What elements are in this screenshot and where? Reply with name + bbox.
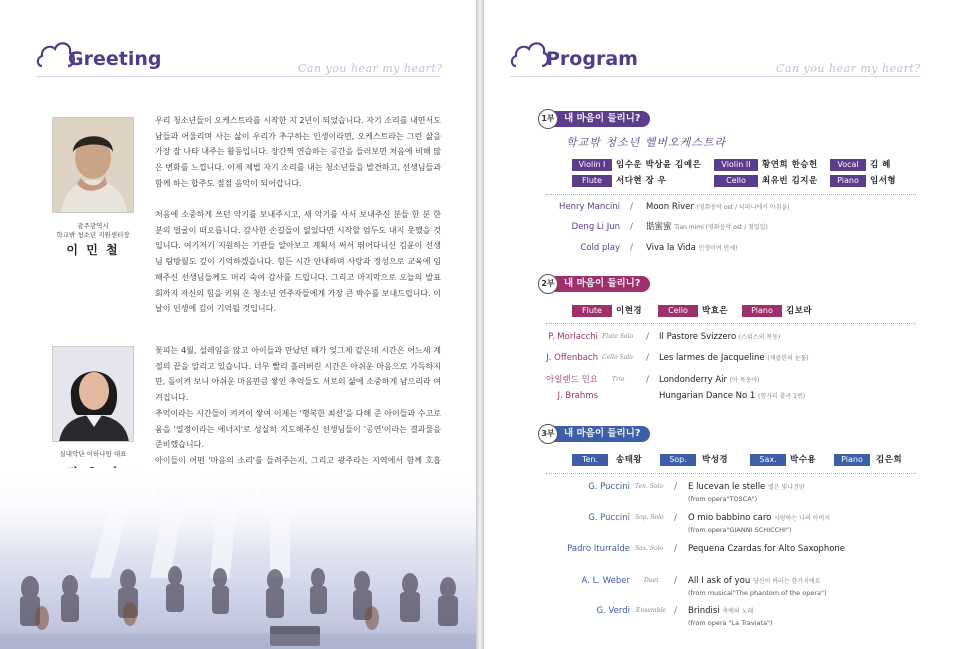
greeting-paragraph: 우리 청소년들이 오케스트라를 시작한 지 2년이 되었습니다. 자기 소리를 내면서도 남들과 어울리며 사는 삶이 우리가 추구하는 인생이라면, 오케스트라는 그런 삶을 가장 잘 나타 내주는 활동입니다. 장간찍 연습하는 공간을 들러보면 처음에 비해 많은 변화를 느낍니다. 이제 제법 자기 소리를 내는 청소년들을 발견하고, 선생님들과 함께 하는 합주도 점점 음악이 되어갑니다. — [155, 116, 441, 188]
greeting-paragraph: 아이들이 어떤 '마음의 소리'를 들려주는지, 그리고 광주라는 지역에서 함께 호흡 — [155, 456, 441, 465]
tagline: Can you hear my heart? — [776, 62, 921, 75]
instrument-tag: Violin I — [572, 159, 612, 171]
composer: Deng Li Jun — [571, 222, 620, 232]
slash: / — [674, 606, 678, 616]
ensemble-name: 학교밖 청소년 헬버오케스트라 — [566, 136, 727, 149]
piece-name: Moon River — [646, 202, 694, 212]
instrument-tag: Cello — [658, 305, 698, 317]
greeting-paragraph: 추억이라는 시간들이 켜켜이 쌓여 이제는 '행복한 최선'을 다해 준 아이들과 수고로움을 '열정이라는 에너지'로 성실히 지도해주신 선생님들이 '공연'이라는 결과물을 준비했습니다. — [155, 409, 441, 450]
dotted-divider — [546, 194, 916, 195]
slash: / — [674, 544, 678, 554]
piece-source: (from opera"TOSCA") — [688, 495, 758, 503]
performer-names: 최유빈 김지운 — [762, 176, 818, 186]
dotted-divider — [546, 323, 916, 324]
dotted-divider — [546, 473, 916, 474]
piece-name: E lucevan le stelle — [688, 482, 766, 492]
part-number: 3부 — [538, 424, 558, 444]
performer-names: 김은희 — [876, 455, 903, 465]
composer: G. Verdi — [596, 606, 630, 616]
piece-subtitle: (재클린의 눈물) — [767, 355, 809, 362]
piece-name: All I ask of you — [688, 576, 751, 586]
piece-title — [688, 575, 821, 588]
slash: / — [674, 513, 678, 523]
piece-name: 甛蜜蜜 — [646, 222, 672, 232]
program-page — [484, 0, 960, 649]
performer-role: Sax. Solo — [635, 545, 664, 552]
performer-role: Trio — [612, 376, 625, 383]
piece-subtitle: (영화음악 ost / 티파니에서 아침을) — [696, 204, 790, 211]
slash: / — [646, 375, 650, 385]
slash: / — [646, 332, 650, 342]
slash: / — [630, 202, 634, 212]
piece-subtitle: (아 목동아) — [729, 377, 760, 384]
part-1-badge — [538, 110, 658, 128]
part-2-badge — [538, 275, 658, 293]
instrument-tag: Vocal — [830, 159, 866, 171]
instrument-tag: Piano — [834, 454, 870, 466]
performer-names: 임수운 박상윤 김예은 — [616, 160, 702, 170]
instrument-tag: Sop. — [660, 454, 696, 466]
slash: / — [674, 576, 678, 586]
part-3-badge — [538, 425, 658, 443]
instrument-tag: Piano — [742, 305, 782, 317]
part-label: 내 마음이 들리니? — [550, 426, 650, 442]
piece-subtitle: 별은 빛나건만 — [768, 484, 805, 491]
piece-name: Londonderry Air — [659, 375, 728, 385]
greeting-paragraph: 처음에 소중하게 쓰던 악기를 보내주시고, 새 악기를 사서 보내주신 분들 한 분 한 분의 얼굴이 떠오릅니다. 감사한 손길들이 없었다면 시작할 엄두도 내지 못했을 것입니다. 여기저기 지원하는 기관들 알아보고 계획서 써서 뛰어다니신 김윤이 선생님 탐방월도 깊이 기억하겠습니다. 힘든 시간 안내하며 사랑과 정성으로 교육에 임해주신 선생님들께도 머리 숙여 감사를 드립니다. 그리고 마지막으로 오늘의 발표회까지 자신의 힘을 키워 온 청소년 연주자들에게 가장 큰 박수를 보내드립니다. 이 날이 인생에 깊이 기억될 것입니다. — [155, 210, 441, 314]
piece-title — [646, 221, 768, 234]
cloud-icon — [510, 36, 550, 72]
piece-name: Brindisi — [688, 606, 720, 616]
composer: J. Brahms — [557, 391, 598, 401]
instrument-tag: Cello — [714, 175, 758, 187]
piece-title — [659, 352, 809, 365]
piece-source: (from opera"GIANNI SCHICCHI") — [688, 526, 792, 534]
piece-name: Hungarian Dance No 1 — [659, 391, 756, 401]
part-number: 2부 — [538, 274, 558, 294]
piece-name: Il Pastore Svizzero — [659, 332, 737, 342]
page-title: Program — [546, 48, 638, 70]
divider — [510, 76, 920, 77]
piece-title — [646, 242, 738, 255]
composer: Cold play — [580, 243, 620, 253]
composer: A. L. Weber — [581, 576, 630, 586]
performer-names: 서다현 장 우 — [616, 176, 667, 186]
instrument-tag: Flute — [572, 175, 612, 187]
portrait-photo — [52, 346, 134, 442]
slash: / — [674, 482, 678, 492]
greeting-page — [0, 0, 476, 649]
performer-role: Sop. Solo — [635, 514, 664, 521]
piece-title — [659, 331, 780, 344]
performer-role: Ten. Solo — [635, 483, 664, 490]
performer-role: Cello Solo — [602, 354, 633, 361]
page-gutter — [476, 0, 484, 649]
performer-names: 박효은 — [702, 306, 729, 316]
piece-name: O mio babbino caro — [688, 513, 772, 523]
composer: 아일랜드 민요 — [546, 375, 598, 385]
piece-source: (from musical"The phantom of the opera") — [688, 589, 827, 597]
piece-title — [659, 374, 760, 387]
piece-subtitle: 인생이여 만세! — [698, 245, 738, 252]
piece-subtitle: (스위스의 목동) — [738, 334, 781, 341]
instrument-tag: Violin II — [714, 159, 758, 171]
part-label: 내 마음이 들리니? — [550, 111, 650, 127]
piece-name: Pequena Czardas for Alto Saxophone — [688, 544, 846, 554]
performer-names: 이현경 — [616, 306, 643, 316]
performer-names: 김 혜 — [870, 160, 891, 170]
greeting-paragraph: 꽃피는 4월, 설레임을 않고 아이들과 만났던 때가 엊그제 같은데 시간은 어느새 계절의 끝을 알리고 있습니다. 너무 빨리 흘러버린 시간은 아쉬운 마음으로 가득하지만, 돌이켜 보니 아쉬운 마음만큼 쌓인 추억들도 서로의 삶에 소중하게 남으리라 여겨집니다. — [155, 346, 441, 403]
piece-subtitle: 사랑하는 나의 아버지 — [774, 515, 831, 522]
composer: Padro Iturralde — [567, 544, 630, 554]
piece-title — [646, 201, 790, 214]
divider — [36, 76, 440, 77]
caption-org-line2: 학교밖 청소년 지원센터장 — [56, 231, 130, 239]
piece-name: Les larmes de Jacqueline — [659, 353, 765, 363]
piece-title — [659, 390, 805, 403]
piece-name: Viva la Vida — [646, 243, 696, 253]
performer-names: 박수용 — [790, 455, 817, 465]
page-title: Greeting — [68, 48, 162, 70]
composer: G. Puccini — [588, 482, 630, 492]
instrument-tag: Ten. — [572, 454, 608, 466]
performer-role: Ensemble — [636, 607, 666, 614]
composer: G. Puccini — [588, 513, 630, 523]
slash: / — [646, 353, 650, 363]
caption-org: 실내악단 이하나임 대표 — [59, 450, 127, 458]
composer: Henry Mancini — [559, 202, 620, 212]
performer-names: 박성경 — [702, 455, 729, 465]
piece-title — [688, 481, 805, 494]
part-number: 1부 — [538, 109, 558, 129]
performer-names: 김보라 — [786, 306, 813, 316]
performer-names: 임서형 — [870, 176, 897, 186]
tagline: Can you hear my heart? — [298, 62, 443, 75]
piece-subtitle: 당신이 바라는 한가지에요 — [752, 578, 821, 585]
piece-subtitle: 축배의 노래 — [722, 608, 754, 615]
slash: / — [630, 243, 634, 253]
performer-names: 송태왕 — [616, 455, 643, 465]
piece-subtitle: Tian mimi (영화음악 ost / 첨밀밀) — [674, 224, 768, 231]
piece-title — [688, 605, 753, 618]
caption-name: 이 민 철 — [66, 243, 120, 257]
composer: P. Morlacchi — [548, 332, 598, 342]
performer-names: 황연희 한승헌 — [762, 160, 818, 170]
slash: / — [630, 222, 634, 232]
piece-source: (from opera "La Traviata") — [688, 619, 773, 627]
instrument-tag: Sax. — [750, 454, 786, 466]
caption-org — [38, 222, 148, 240]
part-label: 내 마음이 들리니? — [550, 276, 650, 292]
orchestra-photo — [0, 468, 476, 649]
caption-org-line1: 광주광역시 — [77, 222, 109, 230]
instrument-tag: Piano — [830, 175, 866, 187]
performer-role: Flute Solo — [602, 333, 634, 340]
piece-title — [688, 543, 845, 555]
portrait-photo — [52, 117, 134, 213]
piece-title — [688, 512, 830, 525]
instrument-tag: Flute — [572, 305, 612, 317]
composer: J. Offenbach — [546, 353, 598, 363]
performer-role: Duet — [644, 577, 659, 584]
piece-subtitle: (헝가리 춤곡 1번) — [758, 393, 806, 400]
